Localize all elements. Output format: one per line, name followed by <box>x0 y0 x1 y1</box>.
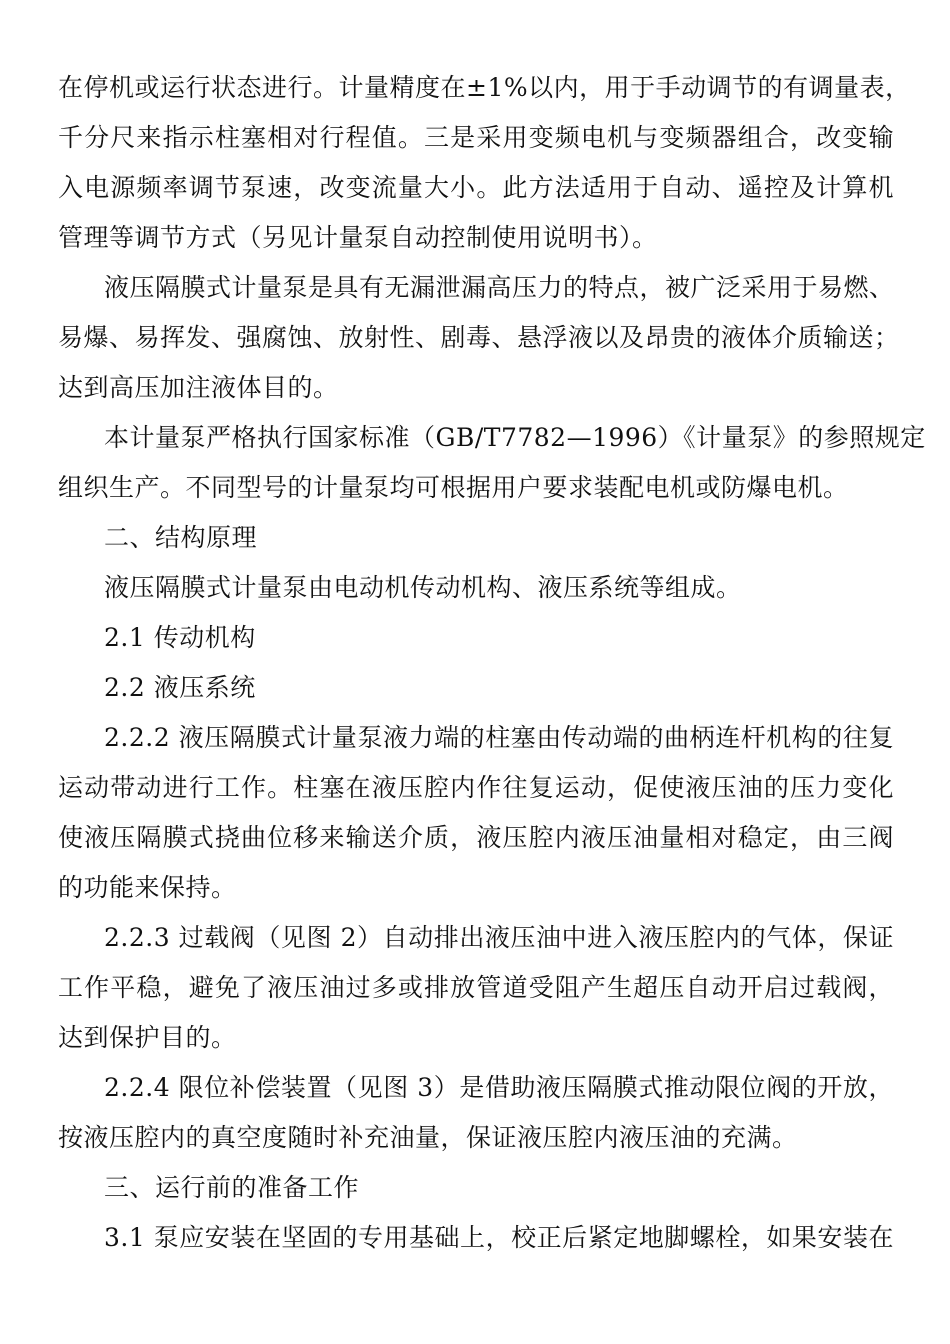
paragraph-line: 2.2.3 过载阀（见图 2）自动排出液压油中进入液压腔内的气体，保证 <box>104 923 894 952</box>
paragraph-line: 按液压腔内的真空度随时补充油量，保证液压腔内液压油的充满。 <box>58 1123 798 1152</box>
subsection-heading: 2.2 液压系统 <box>104 673 256 702</box>
paragraph-line: 入电源频率调节泵速，改变流量大小。此方法适用于自动、遥控及计算机 <box>58 173 894 202</box>
paragraph-line: 3.1 泵应安装在坚固的专用基础上，校正后紧定地脚螺栓，如果安装在 <box>104 1223 894 1252</box>
paragraph-line: 的功能来保持。 <box>58 873 237 902</box>
subsection-heading: 2.1 传动机构 <box>104 623 256 652</box>
section-heading: 二、结构原理 <box>104 523 258 552</box>
paragraph-line: 使液压隔膜式挠曲位移来输送介质，液压腔内液压油量相对稳定，由三阀 <box>58 823 894 852</box>
paragraph-line: 管理等调节方式（另见计量泵自动控制使用说明书）。 <box>58 223 658 252</box>
paragraph-line: 组织生产。不同型号的计量泵均可根据用户要求装配电机或防爆电机。 <box>58 473 849 502</box>
paragraph-line: 2.2.4 限位补偿装置（见图 3）是借助液压隔膜式推动限位阀的开放， <box>104 1073 894 1102</box>
paragraph-line: 易爆、易挥发、强腐蚀、放射性、剧毒、悬浮液以及昂贵的液体介质输送； <box>58 323 900 352</box>
paragraph-line: 液压隔膜式计量泵由电动机传动机构、液压系统等组成。 <box>104 573 742 602</box>
paragraph-line: 液压隔膜式计量泵是具有无漏泄漏高压力的特点，被广泛采用于易燃、 <box>104 273 895 302</box>
section-heading: 三、运行前的准备工作 <box>104 1173 360 1202</box>
paragraph-line: 达到保护目的。 <box>58 1023 237 1052</box>
paragraph-line: 工作平稳，避免了液压油过多或排放管道受阻产生超压自动开启过载阀， <box>58 973 894 1002</box>
paragraph-line: 千分尺来指示柱塞相对行程值。三是采用变频电机与变频器组合，改变输 <box>58 123 894 152</box>
paragraph-line: 在停机或运行状态进行。计量精度在±1%以内，用于手动调节的有调量表， <box>58 73 911 102</box>
paragraph-line: 达到高压加注液体目的。 <box>58 373 339 402</box>
paragraph-line: 本计量泵严格执行国家标准（GB/T7782—1996）《计量泵》的参照规定 <box>104 423 926 452</box>
paragraph-line: 运动带动进行工作。柱塞在液压腔内作往复运动，促使液压油的压力变化 <box>58 773 894 802</box>
paragraph-line: 2.2.2 液压隔膜式计量泵液力端的柱塞由传动端的曲柄连杆机构的往复 <box>104 723 894 752</box>
